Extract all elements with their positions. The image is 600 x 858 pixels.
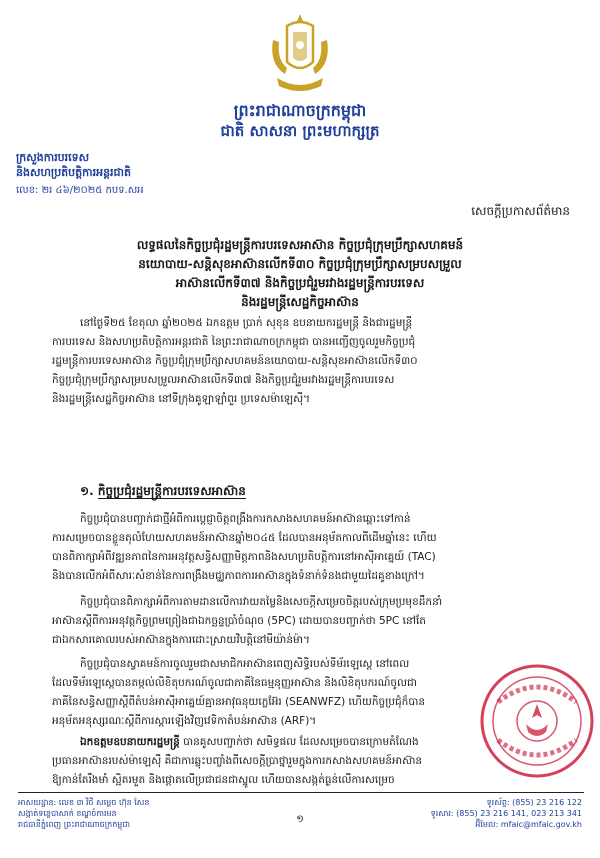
paragraph-line: ការបរទេស និងសហប្រតិបត្តិការអន្តរជាតិ នៃព្រះរាជាណាចក្រកម្ពុជា បានអញ្ជើញចូលរួមកិច្ចប្រជុំ (52, 336, 416, 348)
intro-paragraph (52, 314, 564, 409)
paragraph-line: រដ្ឋមន្ត្រីការបរទេសអាស៊ាន កិច្ចប្រជុំក្រុមប្រឹក្សាសហគមន៍នយោបាយ-សន្តិសុខអាស៊ានលើកទី៣០ (52, 355, 418, 367)
kingdom-name: ព្រះរាជាណាចក្រកម្ពុជា (233, 101, 367, 120)
ministry-name-line1: ក្រសួងការបរទេស (16, 151, 90, 164)
title-line: អាស៊ានលើកទី៣៧ និងកិច្ចប្រជុំរួមរវាងរដ្ឋមន្ត្រីការបរទេស (175, 276, 425, 290)
paragraph-line: និងរដ្ឋមន្ត្រីសេដ្ឋកិច្ចអាស៊ាន នៅទីក្រុងគូឡាឡាំពួរ ប្រទេសម៉ាឡេស៊ី។ (52, 393, 311, 405)
page-number: ១ (296, 814, 304, 825)
footer-phone: ទូរស័ព្ទ: (855) 23 216 122 (486, 798, 582, 807)
section-number: ១. (80, 484, 94, 498)
footer-address-line: រាជធានីភ្នំពេញ ព្រះរាជាណាចក្រកម្ពុជា (18, 820, 130, 829)
footer-address-line: អាសយដ្ឋាន: លេខ ៣ វិថី សម្តេច ហ៊ុន សែន (18, 798, 150, 807)
reference-number: លេខ: ២រ ៤៦/២០២៥ កបទ.សអ (16, 185, 144, 196)
footer-contact (431, 797, 582, 830)
footer-fax: ទូរសារ: (855) 23 216 141, 023 213 341 (430, 809, 582, 818)
paragraph-line: កិច្ចប្រជុំក្រុមប្រឹក្សាសម្របសម្រួលអាស៊ានលើកទី៣៧ និងកិច្ចប្រជុំរួមរវាងរដ្ឋមន្ត្រីការបរទេស (52, 374, 395, 386)
paragraph-line: អនុម័តអនុស្សរណៈស្តីពីការស្តារឡើងវិញវេទិកាតំបន់អាស៊ាន (ARF)។ (52, 715, 317, 727)
royal-coat-of-arms (265, 12, 335, 94)
paragraph-line: ដែលទីម័រឡេស្តេបានតម្កល់លិខិតុបករណ៍ចូលជាភាគីនៃធម្មនុញ្ញអាស៊ាន និងលិខិតុបករណ៍ចូលជា (52, 677, 418, 689)
paragraph-line: ប្រធានអាស៊ានរបស់ម៉ាឡេស៊ី គឺជាការឆ្លុះបញ្ចាំងពីសេចក្តីប្រាថ្នារួមក្នុងការកសាងសហគមន៍អាស៊ាន (52, 755, 423, 767)
paragraph-line: នៅថ្ងៃទី២៥ ខែតុលា ឆ្នាំ២០២៥ ឯកឧត្តម ប្រាក់ សុខុន ឧបនាយករដ្ឋមន្ត្រី និងជារដ្ឋមន្ត្រី (80, 317, 413, 329)
section-heading (80, 483, 246, 501)
title-line: នយោបាយ-សន្តិសុខអាស៊ានលើកទី៣០ កិច្ចប្រជុំក្រុមប្រឹក្សាសម្របសម្រួល (138, 257, 462, 271)
title-line: និងរដ្ឋមន្ត្រីសេដ្ឋកិច្ចអាស៊ាន (241, 295, 359, 309)
section-title: កិច្ចប្រជុំរដ្ឋមន្ត្រីការបរទេសអាស៊ាន (97, 484, 246, 498)
paragraph-line: បានពិភាក្សាអំពីវឌ្ឍនភាពនៃការអនុវត្តសន្ធិសញ្ញាមិត្តភាពនិងសហប្រតិបត្តិការនៅអាស៊ីអាគ្នេយ៍ (TAC) (52, 551, 436, 563)
paragraph-line: ជាឯកសារគោលរបស់អាស៊ានក្នុងការដោះស្រាយវិបត្តិនៅមីយ៉ាន់ម៉ា។ (52, 634, 310, 646)
paragraph-line: អាស៊ានស្តីពីការអនុវត្តកិច្ចព្រមព្រៀងជាឯកច្ឆន្ទប្រាំចំណុច (5PC) ដោយបានបញ្ជាក់ថា 5PC នៅតែ (52, 615, 426, 627)
footer-divider (18, 792, 584, 793)
ministry-name-line2: និងសហប្រតិបត្តិការអន្តរជាតិ (16, 166, 131, 179)
national-motto: ជាតិ សាសនា ព្រះមហាក្សត្រ (220, 122, 380, 140)
paragraph-line: កិច្ចប្រជុំបានស្វាគមន៍ការចូលរួមជាសមាជិកអាស៊ានពេញសិទ្ធិរបស់ទីម័រឡេស្តេ នៅពេល (80, 658, 410, 670)
paragraph-line: កិច្ចប្រជុំបានបញ្ជាក់ជាថ្មីអំពីការប្តេជ្ញាចិត្តពង្រឹងការកសាងសហគមន៍អាស៊ានឆ្ពោះទៅកាន់ (80, 513, 411, 525)
title-line: លទ្ធផលនៃកិច្ចប្រជុំរដ្ឋមន្ត្រីការបរទេសអាស៊ាន កិច្ចប្រជុំក្រុមប្រឹក្សាសហគមន៍ (136, 238, 464, 252)
paragraph-line: ការសម្រេចបានខ្លួនតុលំហែយសហគមន៍អាស៊ានឆ្នាំ២០៤៥ ដែលបានអនុម័តកាលពីដើមឆ្នាំនេះ ហើយ (52, 532, 437, 544)
official-seal (478, 662, 596, 780)
paragraph-2 (52, 593, 564, 650)
paragraph-line: និងបានលើកអំពីសារៈសំខាន់នៃការពង្រឹងមជ្ឈភាពការអាស៊ានក្នុងទំនាក់ទំនងជាមួយដៃគូខាងក្រៅ។ (52, 570, 425, 582)
paragraph-line: ភាគីនៃសន្ធិសញ្ញាស្តីពីតំបន់អាស៊ីអាគ្នេយ៍គ្មានអាវុធនុយក្លេអ៊ែរ (SEANWFZ) ហើយកិច្ចប្រជុំក៏បាន (52, 696, 426, 708)
speaker-title: ឯកឧត្តមឧបនាយករដ្ឋមន្ត្រី (80, 736, 180, 748)
paragraph-text: បានគូសបញ្ជាក់ថា សមិទ្ធផល ដែលសម្រេចបានក្រោមតំណែង (183, 736, 419, 748)
document-title (50, 236, 550, 312)
document-type: សេចក្តីប្រកាសព័ត៌មាន (471, 204, 570, 218)
footer-address-line: សង្កាត់ទន្លេបាសាក់ ខណ្ឌចំការមន (18, 809, 117, 818)
paragraph-1 (52, 510, 564, 586)
paragraph-line: ឱ្យកាន់តែរឹងមាំ ស្អិតរមួត និងផ្តោតលើប្រជាជនជាស្នូល ហើយបានសង្កត់ធ្ងន់លើការសម្រេច (52, 774, 395, 786)
footer-email: អ៊ីមែល: mfaic@mfaic.gov.kh (475, 820, 582, 829)
paragraph-line: កិច្ចប្រជុំបានពិភាក្សាអំពីការតាមដានលើការវាយតម្លៃនិងសេចក្តីសម្រេចចិត្តរបស់ក្រុមប្រមុខដឹកនាំ (80, 596, 443, 608)
